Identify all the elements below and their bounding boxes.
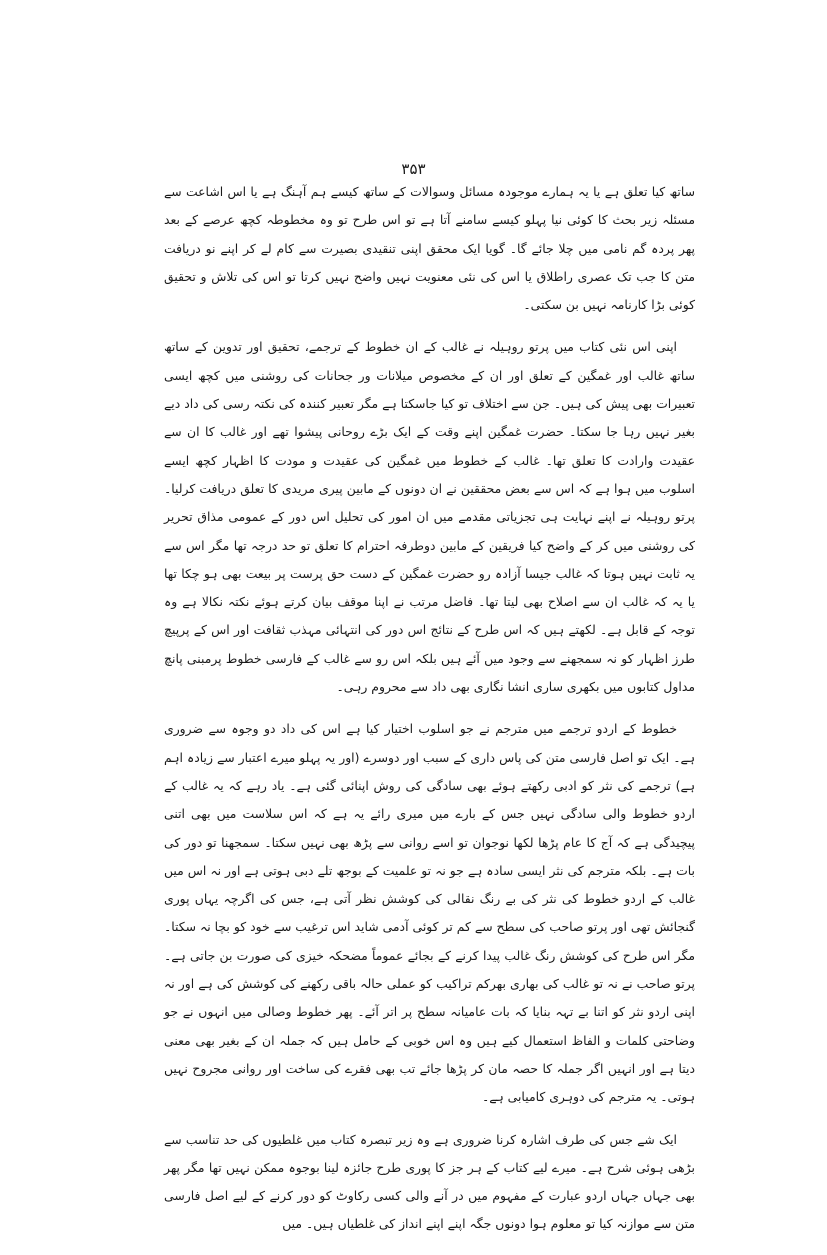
paragraph-2: اپنی اس نئی کتاب میں پرتو روہیلہ نے غالب کے ان خطوط کے ترجمے، تحقیق اور تدوین کے ساتھ ساتھ غالب اور غمگین کے تعلق اور ان کے مخصوص میلانات ور جحانات کی روشنی میں کچھ ایسی تعبیرات بھی پیش کی ہیں۔ جن سے اختلاف تو کیا جاسکتا ہے مگر تعبیر کنندہ کی نکتہ رسی کی داد دیے بغیر نہیں رہا جا سکتا۔ حضرت غمگین اپنے وقت کے ایک بڑے روحانی پیشوا تھے اور غالب کا ان سے عقیدت وارادت کا تعلق تھا۔ غالب کے خطوط میں غمگین کی عقیدت و مودت کا اظہار کچھ ایسے اسلوب میں ہوا ہے کہ اس سے بعض محققین نے ان دونوں کے مابین پیری مریدی کا تعلق دریافت کرلیا۔ پرتو روہیلہ نے اپنے نہایت ہی تجزیاتی مقدمے میں ان امور کی تحلیل اس دور کے عمومی مذاق تحریر کی روشنی میں کر کے واضح کیا فریقین کے مابین دوطرفہ احترام کا تعلق تو حد درجہ تھا مگر اس سے یہ ثابت نہیں ہوتا کہ غالب جیسا آزادہ رو حضرت غمگین کے دست حق پرست پر بیعت بھی ہو چکا تھا یا یہ کہ غالب ان سے اصلاح بھی لیتا تھا۔ فاضل مرتب نے اپنا موقف بیان کرتے ہوئے نکتہ نکالا ہے وہ توجہ کے قابل ہے۔ لکھتے ہیں کہ اس طرح کے نتائج اس دور کی انتہائی مہذب ثقافت اور اس کے پرپیچ طرز اظہار کو نہ سمجھنے سے وجود میں آئے ہیں بلکہ اس رو سے غالب کے فارسی خطوط پرمبنی پانچ مداول کتابوں میں بکھری ساری انشا نگاری بھی داد سے محروم رہی۔ — [164, 339, 695, 695]
paragraph-4: ایک شے جس کی طرف اشارہ کرنا ضروری ہے وہ زیر تبصرہ کتاب میں غلطیوں کی حد تناسب سے بڑھی ہوئی شرح ہے۔ میرے لیے کتاب کے ہر جز کا پوری طرح جائزہ لینا بوجوہ ممکن نہیں تھا مگر پھر بھی جہاں جہاں اردو عبارت کے مفہوم میں در آنے والی کسی رکاوٹ کو دور کرنے کے لیے اصل فارسی متن سے موازنہ کیا تو معلوم ہوا دونوں جگہ اپنے اپنے انداز کی غلطیاں ہیں۔ میں — [164, 1131, 695, 1232]
body-text — [164, 178, 695, 1255]
page-number: ۳۵۳ — [401, 160, 426, 178]
paragraph-3: خطوط کے اردو ترجمے میں مترجم نے جو اسلوب اختیار کیا ہے اس کی داد دو وجوہ سے ضروری ہے۔ ایک تو اصل فارسی متن کی پاس داری کے سبب اور دوسرے (اور یہ پہلو میرے اعتبار سے زیادہ اہم ہے) ترجمے کی نثر کو ادبی رکھتے ہوئے بھی سادگی کی روش اپنائی گئی ہے۔ یاد رہے کہ یہ غالب کے اردو خطوط والی سادگی نہیں جس کے بارے میں میری رائے یہ ہے کہ اس سلاست میں بھی اتنی پیچیدگی ہے کہ آج کا عام پڑھا لکھا نوجوان تو اسے روانی سے پڑھ بھی نہیں سکتا۔ سمجھنا تو دور کی بات ہے۔ بلکہ مترجم کی نثر ایسی سادہ ہے جو نہ تو علمیت کے بوجھ تلے دبی ہوتی ہے اور نہ اس میں غالب کے اردو خطوط کی نثر کی بے رنگ نقالی کی کوشش نظر آتی ہے، جس کی اگرچہ یہاں پوری گنجائش تھی اور پرتو صاحب کی سطح سے کم تر کوئی آدمی شاید اس ترغیب سے خود کو بچا نہ سکتا۔ مگر اس طرح کی کوشش رنگ غالب پیدا کرنے کے بجائے عموماً مضحکہ خیزی کی صورت بن جاتی ہے۔ پرتو صاحب نے نہ تو غالب کی بھاری بھرکم تراکیب کو عملی حالہ باقی رکھنے کی کوشش کی ہے اور نہ اپنی اردو نثر کو اتنا بے تہہ بنایا کہ بات عامیانہ سطح پر اتر آئے۔ پھر خطوط وصالی میں انہوں نے جو وضاحتی کلمات و الفاظ استعمال کیے ہیں وہ اس خوبی کے حامل ہیں کہ جملہ ان کے بغیر بھی معنی دیتا ہے اور انہیں اگر جملہ کا حصہ مان کر پڑھا جائے تب بھی فقرے کی ساخت اور روانی مجروح نہیں ہوتی۔ یہ مترجم کی دوہری کامیابی ہے۔ — [164, 721, 695, 1105]
paragraph-1: ساتھ کیا تعلق ہے یا یہ ہمارے موجودہ مسائل وسوالات کے ساتھ کیسے ہم آہنگ ہے یا اس اشاعت سے مسئلہ زیر بحث کا کوئی نیا پہلو کیسے سامنے آتا ہے تو اس طرح تو وہ مخطوطہ کچھ عرصے کے بعد پھر پردہ گم نامی میں چلا جائے گا۔ گویا ایک محقق اپنی تنقیدی بصیرت سے کام لے کر اپنے نو دریافت متن کا جب تک عصری راطلاق یا اس کی نئی معنویت نہیں واضح نہیں کرتا تو اس کی تلاش و تحقیق کوئی بڑا کارنامہ نہیں بن سکتی۔ — [164, 184, 695, 313]
